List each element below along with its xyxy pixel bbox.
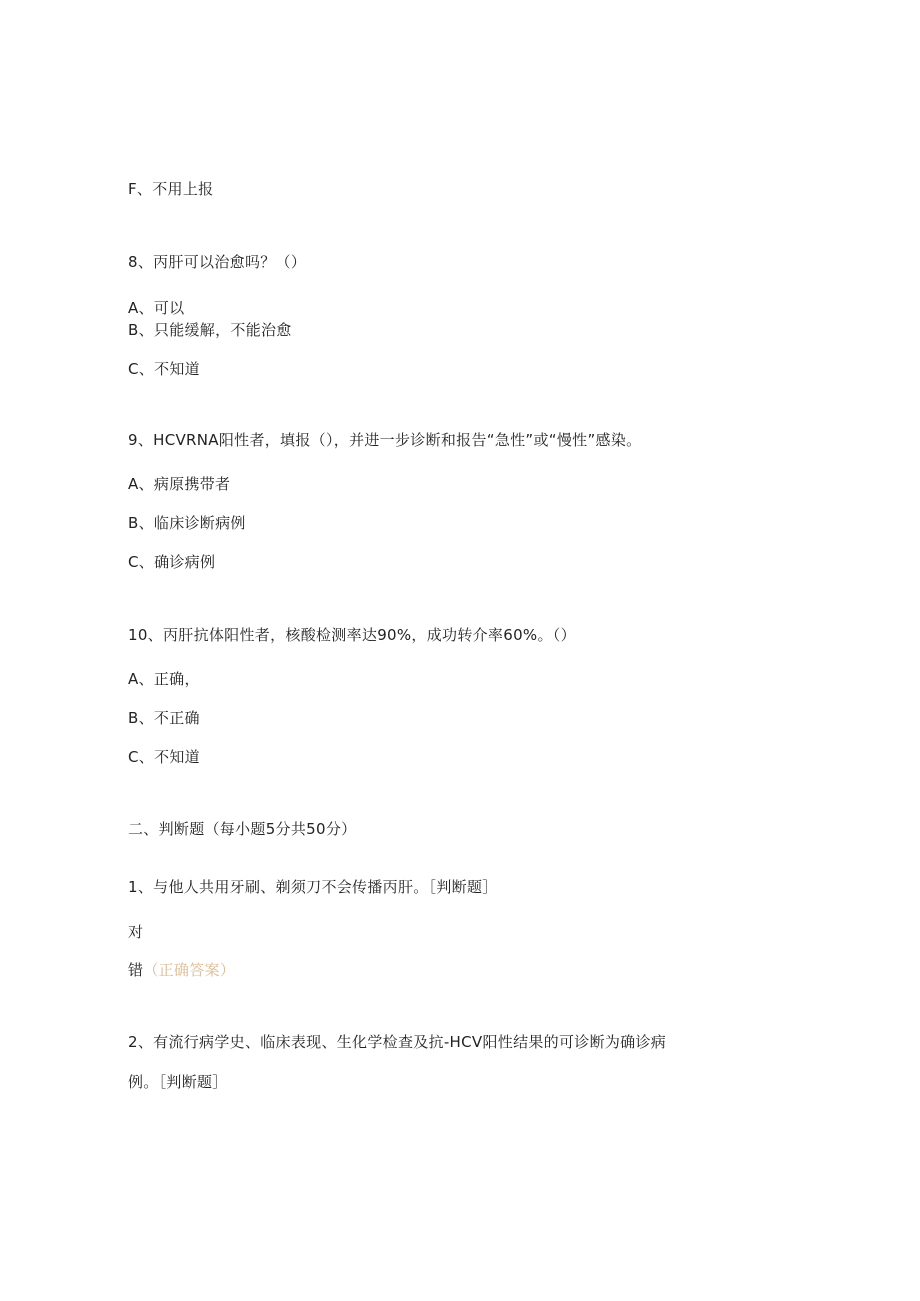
q8-option-c: C、不知道 [128,360,200,378]
tf1-option-false: 错 [128,961,144,979]
q9-option-c: C、确诊病例 [128,553,216,571]
q9-option-b: B、临床诊断病例 [128,514,246,532]
correct-answer-mark: （正确答案） [143,961,236,979]
q10-question: 10、丙肝抗体阳性者，核酸检测率达90%，成功转介率60%。（） [128,626,576,644]
q8-question: 8、丙肝可以治愈吗？（） [128,253,307,271]
q10-option-c: C、不知道 [128,748,200,766]
q7-option-f: F、不用上报 [128,180,214,198]
q9-option-a: A、病原携带者 [128,475,231,493]
q8-option-b: B、只能缓解，不能治愈 [128,321,292,339]
q10-option-b: B、不正确 [128,709,200,727]
tf1-option-false-row [128,960,235,980]
section-title: 二、判断题（每小题5分共50分） [128,820,357,838]
tf2-question-line2: 例。［判断题］ [128,1073,228,1091]
q10-option-a: A、正确， [128,670,200,688]
tf2-question-line1: 2、有流行病学史、临床表现、生化学检查及抗-HCV阳性结果的可诊断为确诊病 [128,1033,667,1051]
tf1-question: 1、与他人共用牙刷、剃须刀不会传播丙肝。［判断题］ [128,878,498,896]
tf1-option-true: 对 [128,923,144,941]
q8-option-a: A、可以 [128,299,185,317]
q9-question: 9、HCVRNA阳性者，填报（），并进一步诊断和报告“急性”或“慢性”感染。 [128,431,642,449]
